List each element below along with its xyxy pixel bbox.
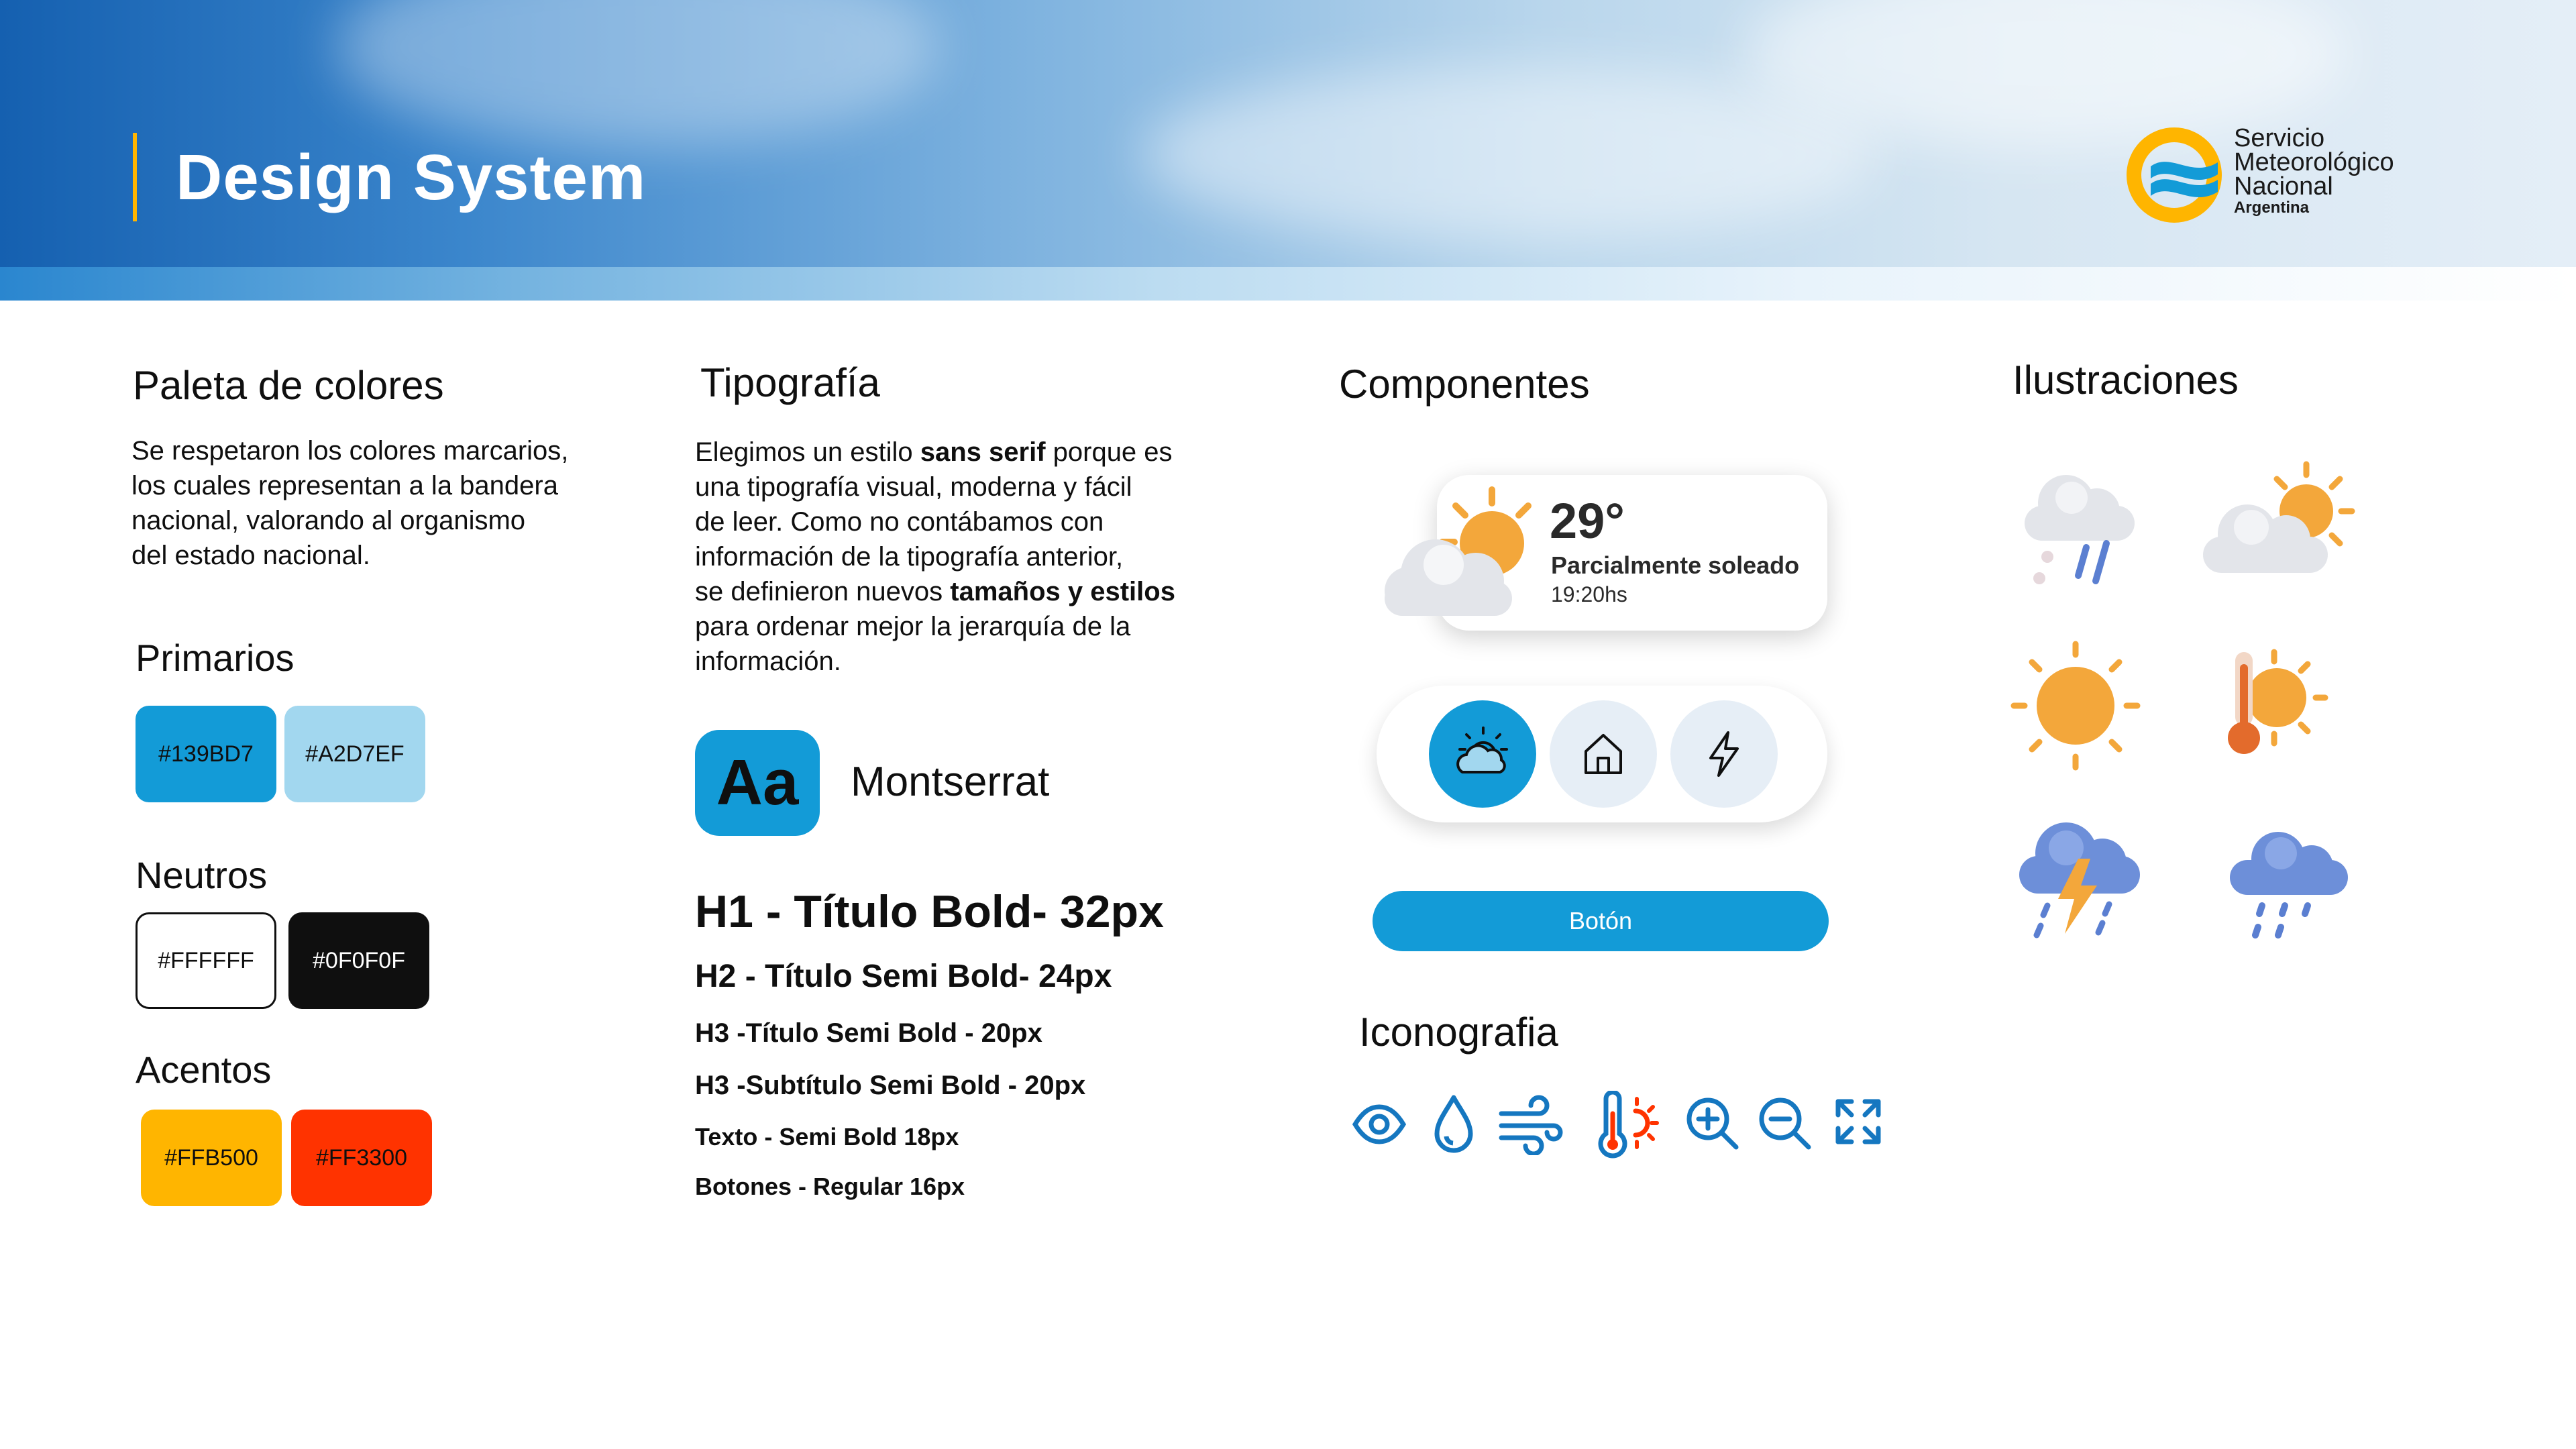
partly-cloudy-illustration [2194,456,2361,590]
home-icon [1576,727,1630,781]
text-span: Elegimos un estilo [695,437,920,467]
typo-desc-line [695,574,1175,609]
eye-icon [1351,1096,1407,1152]
header-band [0,267,2576,301]
rain-cloud-illustration [2220,818,2355,953]
logo-text [2234,126,2394,217]
type-spec-h2: H2 - Título Semi Bold- 24px [695,959,1112,994]
typo-desc-line: una tipografía visual, moderna y fácil [695,472,1132,502]
swatch-white: #FFFFFF [136,912,276,1009]
typography-description [695,435,1175,679]
cloud-sun-icon [1449,724,1516,784]
swatch-yellow: #FFB500 [141,1110,282,1206]
thunderstorm-illustration [2008,812,2149,946]
wind-icon [1497,1095,1564,1155]
type-spec-text: Texto - Semi Bold 18px [695,1123,959,1150]
primary-button[interactable]: Botón [1373,891,1829,951]
logo-line: Meteorológico [2234,148,2394,176]
bottom-navbar [1377,686,1827,822]
zoom-in-icon [1682,1093,1741,1152]
logo-line: Nacional [2234,172,2333,201]
text-bold: sans serif [920,437,1046,467]
logo-country: Argentina [2234,199,2310,217]
zoom-out-icon [1755,1093,1814,1152]
text-span: porque es [1045,437,1173,467]
typo-desc-line: de leer. Como no contábamos con [695,507,1104,537]
typo-desc-line [695,435,1175,470]
components-title: Componentes [1339,362,1590,407]
nav-alerts-button[interactable] [1670,700,1778,808]
weather-temperature: 29° [1550,493,1625,549]
font-sample-badge: Aa [695,730,820,836]
swatch-primary-light: #A2D7EF [284,706,425,802]
nav-home-button[interactable] [1550,700,1657,808]
swatch-red: #FF3300 [291,1110,432,1206]
type-spec-buttons: Botones - Regular 16px [695,1173,965,1200]
palette-desc-line: los cuales representan a la bandera [131,471,558,500]
type-spec-h3-subtitle: H3 -Subtítulo Semi Bold - 20px [695,1071,1086,1100]
title-accent-bar [133,133,137,221]
hot-temperature-illustration [2207,644,2341,765]
typo-desc-line: información de la tipografía anterior, [695,542,1124,572]
primarios-label: Primarios [136,637,294,679]
palette-desc-line: Se respetaron los colores marcarios, [131,436,569,466]
lightning-icon [1697,727,1751,781]
nav-weather-button[interactable] [1429,700,1536,808]
page-title: Design System [176,142,647,213]
illustrations-title: Ilustraciones [2012,358,2239,402]
typography-title: Tipografía [700,360,880,405]
weather-condition: Parcialmente soleado [1551,551,1800,579]
palette-title: Paleta de colores [133,363,444,408]
iconography-title: Iconografia [1359,1010,1558,1055]
partly-cloudy-icon [1375,480,1556,628]
text-span: se definieron nuevos [695,577,951,606]
drop-icon [1429,1092,1479,1157]
smn-logo-icon [2124,125,2224,225]
typo-desc-line: para ordenar mejor la jerarquía de la [695,612,1131,641]
expand-icon [1831,1095,1885,1148]
swatch-primary: #139BD7 [136,706,276,802]
text-bold: tamaños y estilos [950,577,1175,606]
weather-time: 19:20hs [1551,582,1627,606]
type-spec-h3-title: H3 -Título Semi Bold - 20px [695,1018,1042,1048]
type-spec-h1: H1 - Título Bold- 32px [695,886,1164,937]
sun-illustration [2008,639,2143,773]
font-name: Montserrat [851,759,1050,805]
swatch-black: #0F0F0F [288,912,429,1009]
rain-snow-cloud-illustration [2012,456,2147,597]
palette-desc-line: nacional, valorando al organismo [131,506,526,535]
neutros-label: Neutros [136,854,268,896]
acentos-label: Acentos [136,1049,272,1091]
palette-desc-line: del estado nacional. [131,541,370,570]
smn-logo [2124,125,2432,232]
typo-desc-line: información. [695,647,841,676]
palette-description [131,433,568,573]
logo-line: Servicio [2234,124,2325,152]
thermometer-sun-icon [1591,1091,1665,1161]
